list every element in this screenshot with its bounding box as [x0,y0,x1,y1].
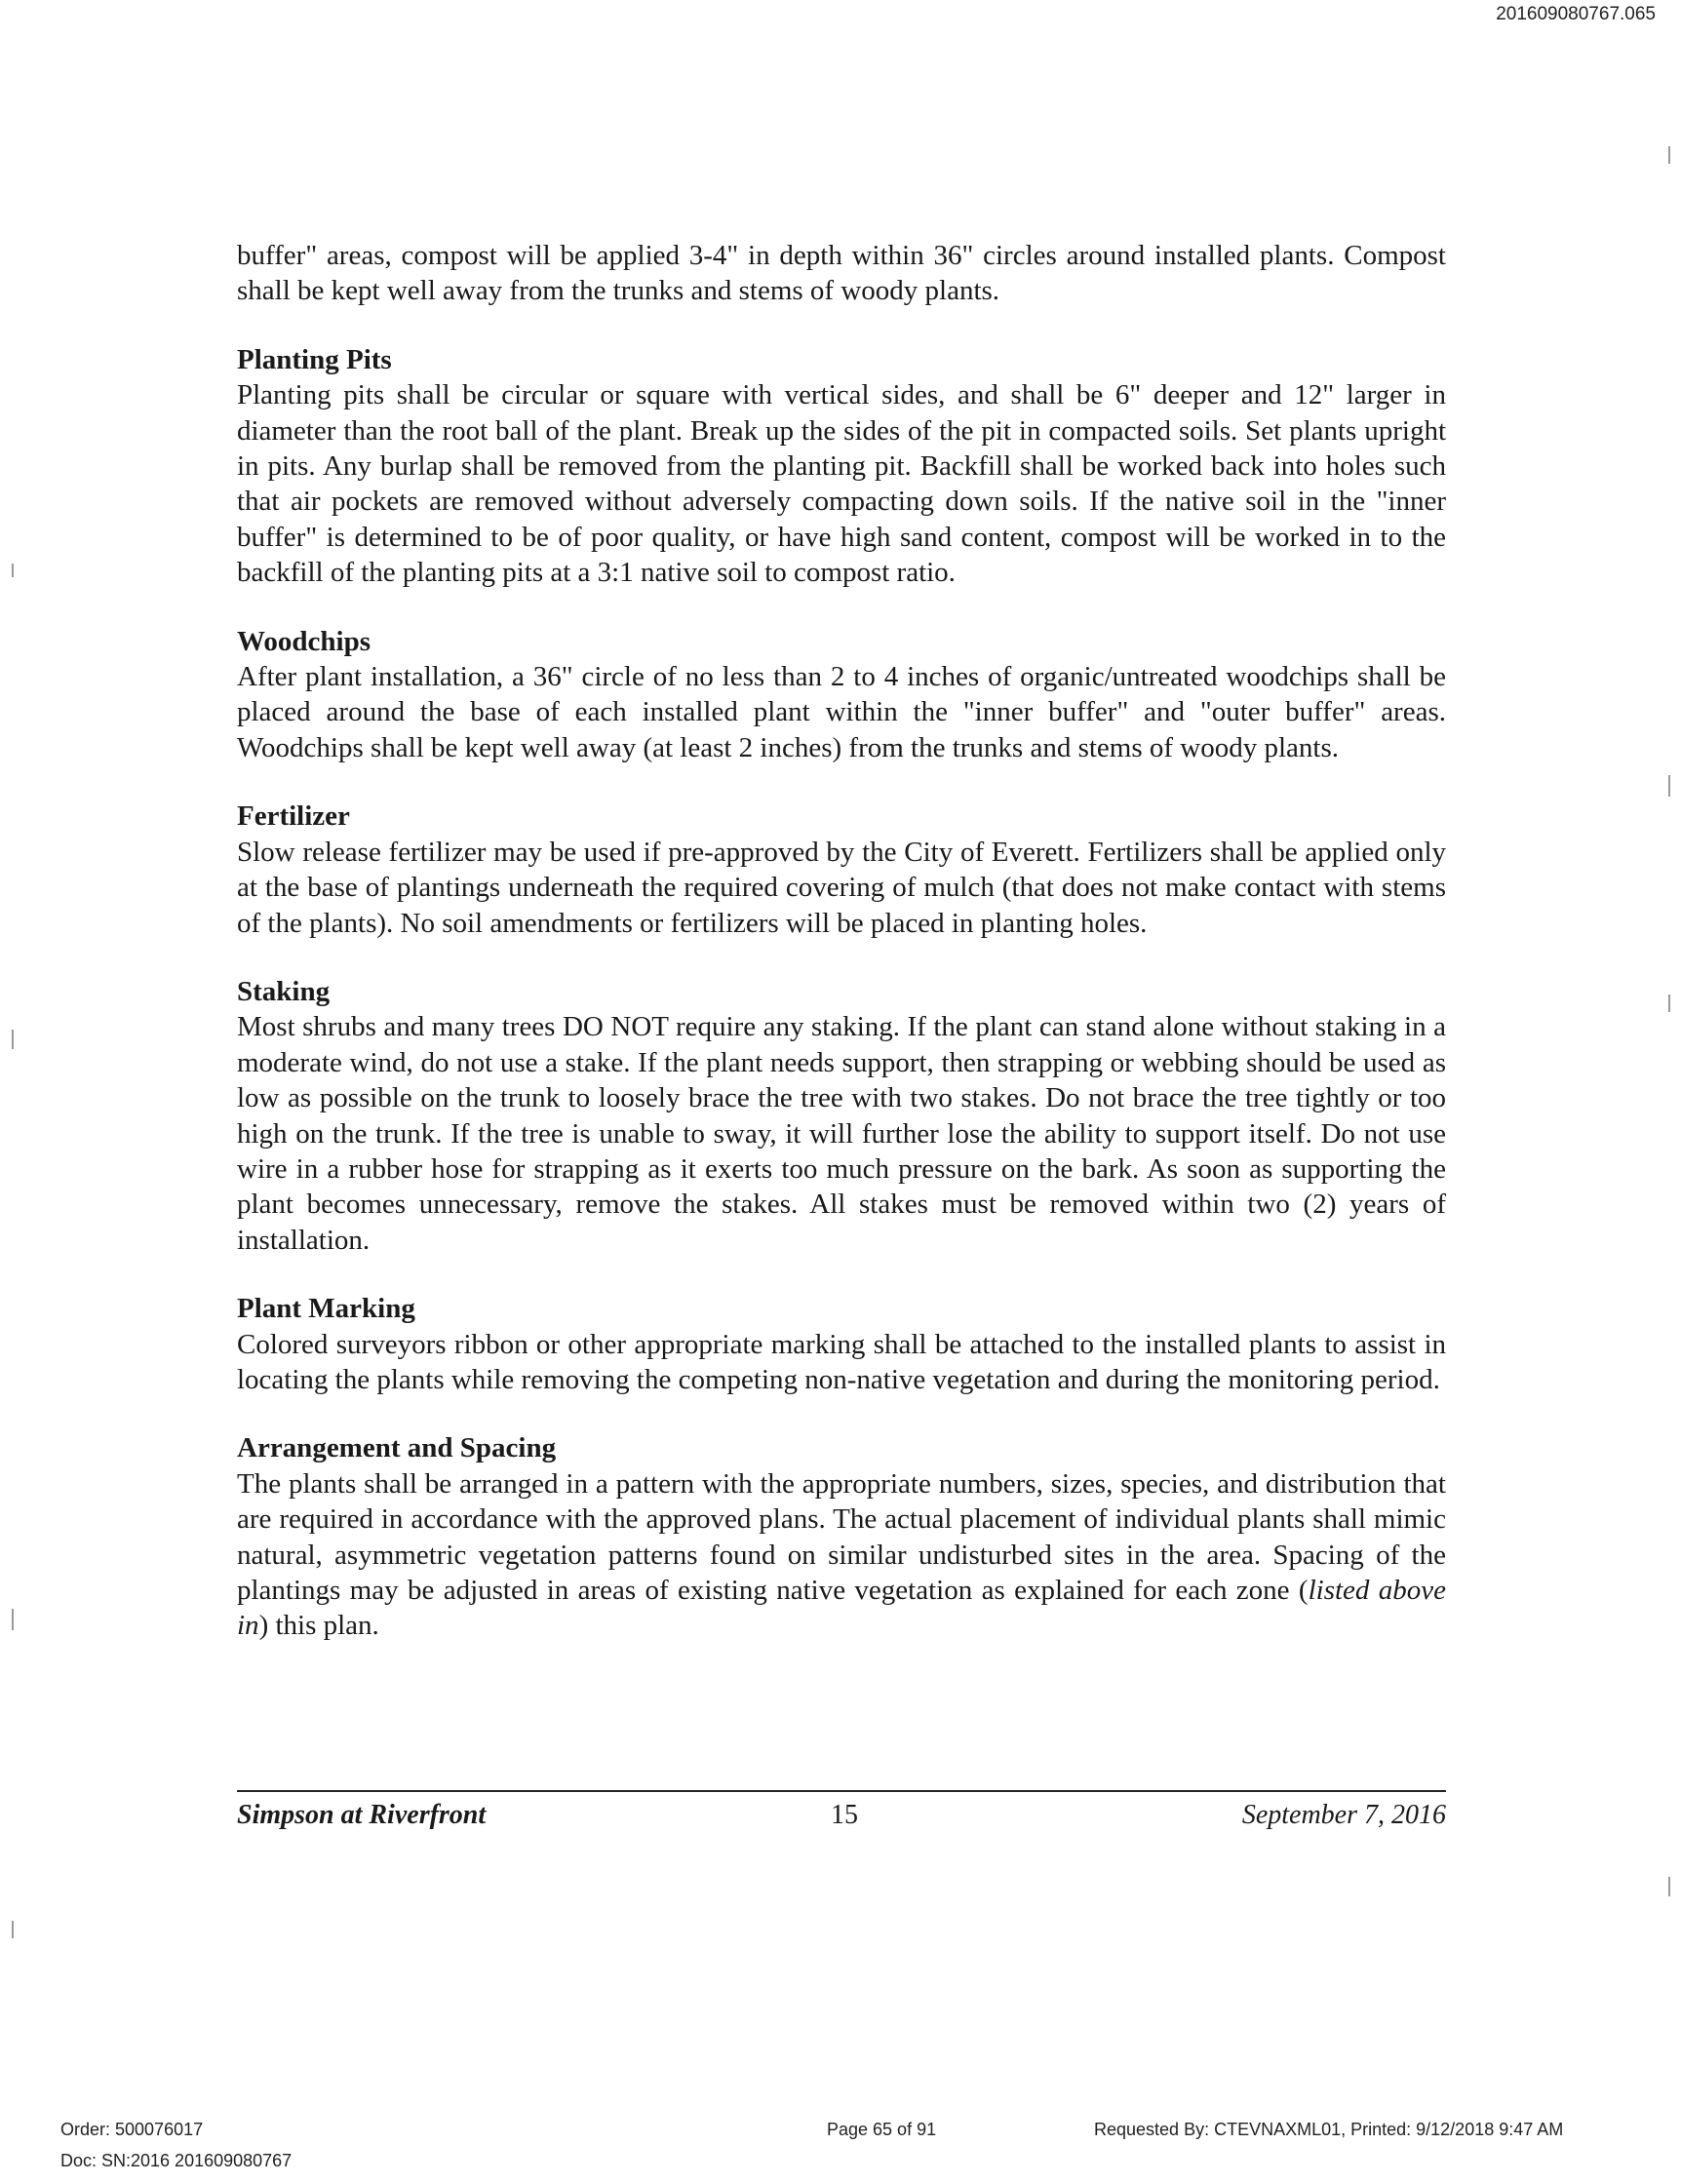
section-heading: Fertilizer [237,800,350,833]
section-text: After plant installation, a 36" circle of no less than 2 to 4 inches of organic/untreated woodchips shall be placed around the base of each installed plant within the "inner buffer" and "outer buffer" areas. Woodchips shall be kept well away (at least 2 inches) from the trunks and stems of woody plants. [237,661,1446,763]
text-after: ) this plan. [258,1610,379,1642]
section-text [237,1466,1446,1644]
section-heading: Plant Marking [237,1293,415,1325]
scan-mark [1668,1877,1670,1896]
section-heading: Arrangement and Spacing [237,1432,557,1464]
doc-number: Doc: SN:2016 201609080767 [60,2151,293,2170]
italic-reference: listed above in [237,1575,1447,1642]
scan-mark [12,1609,14,1630]
text-before: The plants shall be arranged in a pattern with the appropriate numbers, sizes, species, and distribution that are required in accordance with the approved plans. The actual placement of individual plants shall mimic natural, asymmetric vegetation patterns found on similar undisturbed sites in the area. Spacing of the plantings may be adjusted in areas of existing native vegetation as explained for each zone ( [237,1467,1446,1606]
section-woodchips [237,624,1446,766]
intro-paragraph: buffer" areas, compost will be applied 3-4" in depth within 36" circles around installed plants. Compost shall be kept well away from the trunks and stems of woody plants. [237,240,1446,307]
section-arrangement-spacing [237,1430,1446,1643]
page-footer [237,1790,1446,1837]
section-heading: Woodchips [237,625,371,657]
page-indicator: Page 65 of 91 [827,2120,937,2139]
footer-page-number: 15 [831,1800,858,1830]
page-content [237,238,1446,1644]
scan-mark [12,1030,14,1049]
section-staking [237,974,1446,1258]
requested-by: Requested By: CTEVNAXML01, Printed: 9/12/2018 9:47 AM [1094,2120,1564,2139]
document-stamp: 201609080767.065 [1496,4,1656,24]
scan-mark [12,1921,14,1938]
section-text: Most shrubs and many trees DO NOT require any staking. If the plant can stand alone without staking in a moderate wind, do not use a stake. If the plant needs support, then strapping or webbing should be used as low as possible on the trunk to loosely brace the tree with two stakes. Do not brace the tree tightly or too high on the trunk. If the tree is unable to sway, it will further lose the ability to support itself. Do not use wire in a rubber hose for strapping as it exerts too much pressure on the bark. As soon as supporting the plant becomes unnecessary, remove the stakes. All stakes must be removed within two (2) years of installation. [237,1011,1446,1256]
section-text: Planting pits shall be circular or square with vertical sides, and shall be 6" deeper and 12" larger in diameter than the root ball of the plant. Break up the sides of the pit in compacted soils. Set plants upright in pits. Any burlap shall be removed from the planting pit. Backfill shall be worked back into holes such that air pockets are removed without adversely compacting down soils. If the native soil in the "inner buffer" is determined to be of poor quality, or have high sand content, compost will be worked in to the backfill of the planting pits at a 3:1 native soil to compost ratio. [237,379,1446,589]
footer-date: September 7, 2016 [1241,1800,1446,1830]
scan-mark [12,564,14,577]
order-number: Order: 500076017 [60,2120,204,2139]
section-heading: Planting Pits [237,343,392,375]
footer-title: Simpson at Riverfront [237,1800,487,1830]
scan-mark [1668,994,1670,1012]
section-planting-pits [237,342,1446,591]
section-heading: Staking [237,975,331,1007]
section-text: Slow release fertilizer may be used if pre-approved by the City of Everett. Fertilizers shall be applied only at the base of plantings underneath the required covering of mulch (that does not make contact with stems of the plants). No soil amendments or fertilizers will be placed in planting holes. [237,836,1446,939]
section-text: Colored surveyors ribbon or other appropriate marking shall be attached to the installed plants to assist in locating the plants while removing the competing non-native vegetation and during the monitoring period. [237,1328,1446,1395]
section-plant-marking [237,1291,1446,1397]
scan-mark [1668,775,1670,797]
section-fertilizer [237,799,1446,941]
scan-mark [1668,146,1670,164]
